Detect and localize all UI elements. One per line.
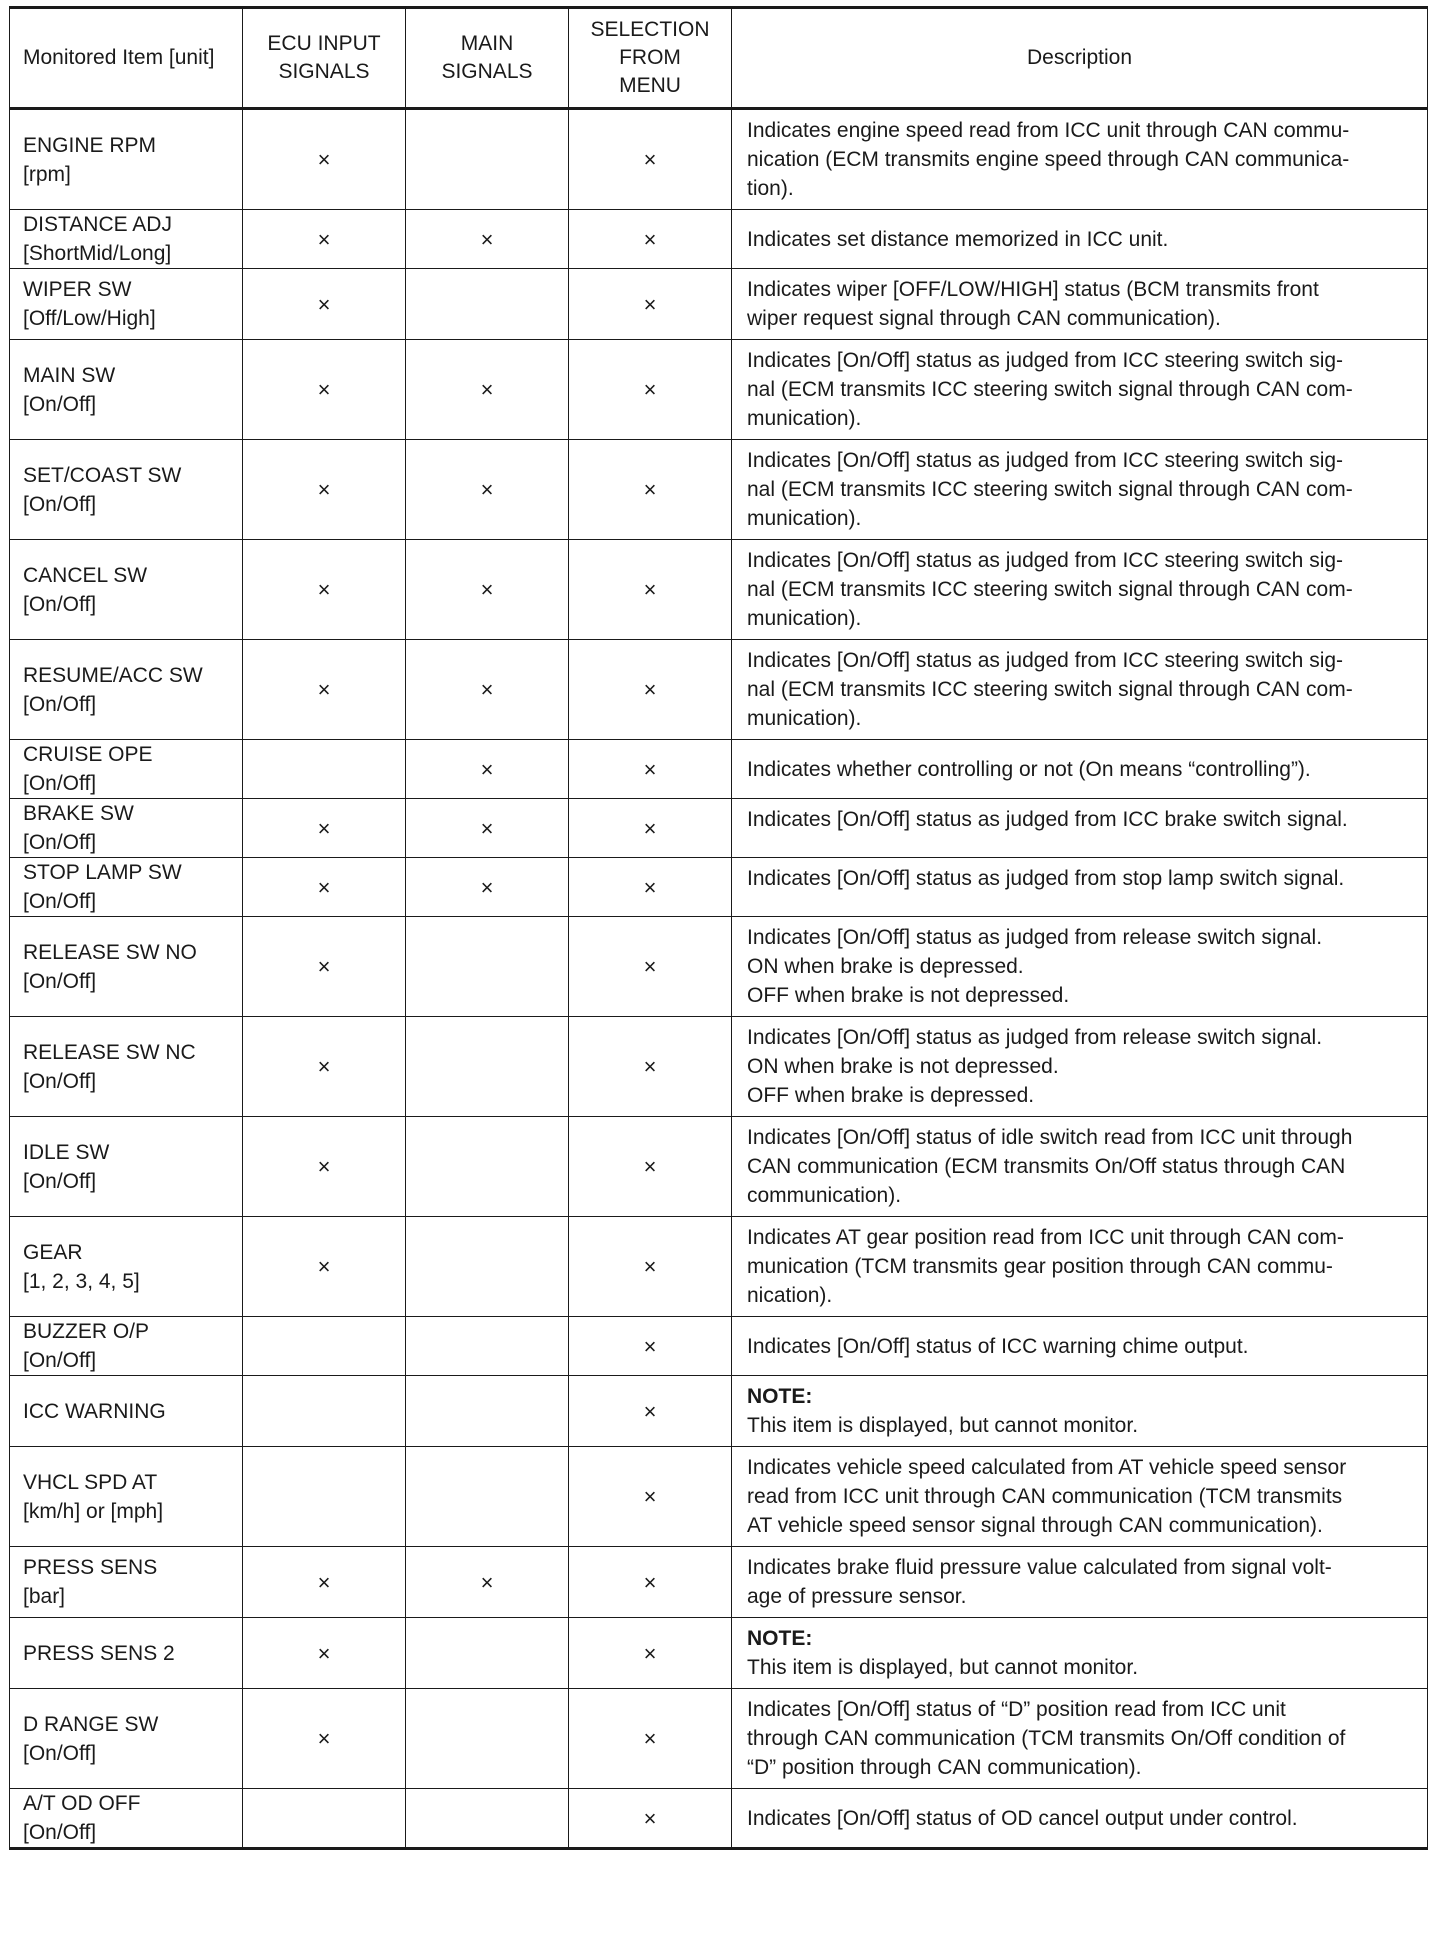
description-line: Indicates engine speed read from ICC unit through CAN commu- [747, 119, 1350, 142]
cross-mark-icon: × [643, 1569, 657, 1595]
description-cell [732, 269, 1428, 340]
description-line: munication). [747, 407, 862, 430]
item-unit: [Off/Low/High] [23, 307, 156, 330]
monitor-table-container [9, 6, 1427, 1850]
main-signals-mark-cell [406, 1017, 569, 1117]
description-line: munication). [747, 707, 862, 730]
selection-mark-cell [569, 1376, 732, 1447]
table-row [10, 799, 1428, 858]
description-cell [732, 340, 1428, 440]
description-line: Indicates wiper [OFF/LOW/HIGH] status (BCM transmits front [747, 278, 1319, 301]
item-unit: [On/Off] [23, 772, 97, 795]
item-unit: [On/Off] [23, 1169, 97, 1193]
description-line: Indicates [On/Off] status as judged from stop lamp switch signal. [747, 867, 1345, 890]
main-signals-mark-cell [406, 1217, 569, 1317]
cross-mark-icon: × [643, 1805, 657, 1831]
monitored-item-cell [10, 440, 243, 540]
header-ecu-input-signals: ECU INPUT SIGNALS [243, 8, 406, 109]
selection-mark-cell [569, 740, 732, 799]
description-line: nal (ECM transmits ICC steering switch signal through CAN com- [747, 478, 1353, 501]
item-name: STOP LAMP SW [23, 861, 182, 884]
cross-mark-icon: × [317, 954, 331, 979]
ecu-input-mark-cell [243, 640, 406, 740]
ecu-input-mark-cell [243, 1789, 406, 1849]
ecu-input-mark-cell [243, 109, 406, 210]
item-name: RELEASE SW NO [23, 940, 197, 964]
main-signals-mark-cell [406, 269, 569, 340]
description-line: Indicates [On/Off] status as judged from ICC steering switch sig- [747, 349, 1344, 372]
main-signals-mark-cell [406, 540, 569, 640]
monitored-item-cell [10, 340, 243, 440]
monitored-item-cell [10, 1689, 243, 1789]
description-cell [732, 109, 1428, 210]
description-cell [732, 1217, 1428, 1317]
cross-mark-icon: × [643, 577, 657, 602]
description-line: OFF when brake is not depressed. [747, 984, 1070, 1007]
table-row [10, 210, 1428, 269]
description-cell [732, 210, 1428, 269]
description-line: nal (ECM transmits ICC steering switch signal through CAN com- [747, 378, 1353, 401]
cross-mark-icon: × [317, 147, 331, 172]
main-signals-mark-cell [406, 109, 569, 210]
description-line: through CAN communication (TCM transmits On/Off condition of [747, 1727, 1346, 1750]
table-row [10, 1376, 1428, 1447]
description-cell [732, 1618, 1428, 1689]
header-main-signals: MAIN SIGNALS [406, 8, 569, 109]
description-line: This item is displayed, but cannot monitor. [747, 1414, 1139, 1437]
description-line: OFF when brake is depressed. [747, 1084, 1035, 1107]
cross-mark-icon: × [643, 756, 657, 782]
main-signals-mark-cell [406, 858, 569, 917]
item-name: D RANGE SW [23, 1712, 159, 1736]
cross-mark-icon: × [317, 377, 331, 402]
monitored-item-cell [10, 269, 243, 340]
main-signals-mark-cell [406, 1789, 569, 1849]
description-line: Indicates [On/Off] status as judged from ICC brake switch signal. [747, 808, 1348, 831]
selection-mark-cell [569, 269, 732, 340]
description-cell [732, 917, 1428, 1017]
selection-mark-cell [569, 1789, 732, 1849]
table-row [10, 1317, 1428, 1376]
description-line: Indicates [On/Off] status as judged from ICC steering switch sig- [747, 449, 1344, 472]
cross-mark-icon: × [480, 874, 494, 900]
description-line: Indicates set distance memorized in ICC unit. [747, 227, 1169, 251]
item-unit: [On/Off] [23, 1069, 97, 1093]
item-name: DISTANCE ADJ [23, 213, 172, 236]
cross-mark-icon: × [317, 1569, 331, 1595]
main-signals-mark-cell [406, 1689, 569, 1789]
monitored-item-cell [10, 109, 243, 210]
item-unit: [rpm] [23, 162, 71, 186]
monitored-item-cell [10, 917, 243, 1017]
main-signals-mark-cell [406, 1618, 569, 1689]
cross-mark-icon: × [643, 1054, 657, 1079]
table-row [10, 858, 1428, 917]
item-name: BRAKE SW [23, 802, 134, 825]
selection-mark-cell [569, 109, 732, 210]
item-name: RELEASE SW NC [23, 1040, 196, 1064]
description-cell [732, 740, 1428, 799]
cross-mark-icon: × [643, 291, 657, 317]
selection-mark-cell [569, 1689, 732, 1789]
table-body [10, 109, 1428, 1849]
description-cell [732, 1447, 1428, 1547]
item-unit: [1, 2, 3, 4, 5] [23, 1269, 140, 1293]
table-row [10, 1117, 1428, 1217]
table-row [10, 1217, 1428, 1317]
cross-mark-icon: × [643, 147, 657, 172]
monitored-item-cell [10, 799, 243, 858]
table-row [10, 640, 1428, 740]
item-unit: [bar] [23, 1585, 66, 1608]
description-line: Indicates [On/Off] status as judged from ICC steering switch sig- [747, 549, 1344, 572]
item-name: PRESS SENS [23, 1556, 158, 1579]
ecu-input-mark-cell [243, 210, 406, 269]
description-line: nal (ECM transmits ICC steering switch signal through CAN com- [747, 578, 1353, 601]
selection-mark-cell [569, 210, 732, 269]
table-row [10, 1017, 1428, 1117]
description-cell [732, 858, 1428, 917]
main-signals-mark-cell [406, 1317, 569, 1376]
item-unit: [km/h] or [mph] [23, 1499, 164, 1523]
cross-mark-icon: × [317, 1054, 331, 1079]
item-name: A/T OD OFF [23, 1792, 141, 1815]
description-line: Indicates [On/Off] status as judged from release switch signal. [747, 1026, 1323, 1049]
item-unit: [On/Off] [23, 392, 97, 416]
description-line: nication). [747, 1284, 833, 1307]
monitored-item-cell [10, 640, 243, 740]
description-cell [732, 1789, 1428, 1849]
cross-mark-icon: × [643, 815, 657, 841]
selection-mark-cell [569, 1547, 732, 1618]
monitored-item-cell [10, 858, 243, 917]
selection-mark-cell [569, 440, 732, 540]
monitored-item-cell [10, 1317, 243, 1376]
cross-mark-icon: × [643, 1726, 657, 1751]
description-line: Indicates [On/Off] status of OD cancel output under control. [747, 1806, 1298, 1830]
description-line: ON when brake is depressed. [747, 955, 1024, 978]
item-name: CANCEL SW [23, 563, 148, 587]
cross-mark-icon: × [643, 1398, 657, 1424]
cross-mark-icon: × [480, 377, 494, 402]
item-unit: [On/Off] [23, 890, 97, 913]
main-signals-mark-cell [406, 1376, 569, 1447]
monitored-item-cell [10, 1547, 243, 1618]
note-label: NOTE: [747, 1385, 813, 1408]
ecu-input-mark-cell [243, 1547, 406, 1618]
table-row [10, 540, 1428, 640]
main-signals-mark-cell [406, 917, 569, 1017]
monitored-item-cell [10, 540, 243, 640]
cross-mark-icon: × [480, 756, 494, 782]
item-name: VHCL SPD AT [23, 1470, 158, 1494]
description-cell [732, 440, 1428, 540]
cross-mark-icon: × [317, 1254, 331, 1279]
monitored-item-cell [10, 1217, 243, 1317]
table-row [10, 440, 1428, 540]
monitored-item-cell [10, 1017, 243, 1117]
description-line: nal (ECM transmits ICC steering switch signal through CAN com- [747, 678, 1353, 701]
selection-mark-cell [569, 640, 732, 740]
item-name: WIPER SW [23, 278, 132, 301]
cross-mark-icon: × [643, 677, 657, 702]
header-selection-from-menu: SELECTION FROM MENU [569, 8, 732, 109]
cross-mark-icon: × [480, 477, 494, 502]
item-name: MAIN SW [23, 363, 116, 387]
cross-mark-icon: × [317, 577, 331, 602]
table-row [10, 1618, 1428, 1689]
description-cell [732, 1689, 1428, 1789]
header-monitored-item: Monitored Item [unit] [10, 8, 243, 109]
cross-mark-icon: × [480, 815, 494, 841]
item-unit: [On/Off] [23, 692, 97, 716]
item-name: IDLE SW [23, 1140, 110, 1164]
description-line: wiper request signal through CAN communication). [747, 307, 1221, 330]
main-signals-mark-cell [406, 740, 569, 799]
selection-mark-cell [569, 1217, 732, 1317]
monitored-item-cell [10, 740, 243, 799]
cross-mark-icon: × [480, 1569, 494, 1595]
description-cell [732, 799, 1428, 858]
cross-mark-icon: × [317, 226, 331, 252]
ecu-input-mark-cell [243, 1618, 406, 1689]
description-line: munication (TCM transmits gear position through CAN commu- [747, 1255, 1333, 1278]
selection-mark-cell [569, 799, 732, 858]
cross-mark-icon: × [643, 226, 657, 252]
ecu-input-mark-cell [243, 858, 406, 917]
item-unit: [On/Off] [23, 1741, 97, 1765]
selection-mark-cell [569, 858, 732, 917]
cross-mark-icon: × [480, 577, 494, 602]
main-signals-mark-cell [406, 440, 569, 540]
selection-mark-cell [569, 917, 732, 1017]
item-unit: [On/Off] [23, 492, 97, 516]
cross-mark-icon: × [643, 1254, 657, 1279]
selection-mark-cell [569, 1618, 732, 1689]
data-monitor-table [9, 6, 1428, 1850]
cross-mark-icon: × [480, 226, 494, 252]
description-line: munication). [747, 507, 862, 530]
description-line: This item is displayed, but cannot monitor. [747, 1656, 1139, 1679]
table-row [10, 109, 1428, 210]
cross-mark-icon: × [643, 1640, 657, 1666]
monitored-item-cell [10, 1618, 243, 1689]
cross-mark-icon: × [317, 677, 331, 702]
ecu-input-mark-cell [243, 340, 406, 440]
item-name: ICC WARNING [23, 1399, 166, 1423]
main-signals-mark-cell [406, 210, 569, 269]
selection-mark-cell [569, 1017, 732, 1117]
description-cell [732, 1376, 1428, 1447]
cross-mark-icon: × [317, 1154, 331, 1179]
monitored-item-cell [10, 210, 243, 269]
table-header-row [10, 8, 1428, 109]
description-cell [732, 540, 1428, 640]
ecu-input-mark-cell [243, 269, 406, 340]
table-row [10, 340, 1428, 440]
cross-mark-icon: × [317, 291, 331, 317]
cross-mark-icon: × [317, 477, 331, 502]
description-line: nication (ECM transmits engine speed through CAN communica- [747, 148, 1350, 171]
ecu-input-mark-cell [243, 740, 406, 799]
description-line: ON when brake is not depressed. [747, 1055, 1059, 1078]
description-line: communication). [747, 1184, 902, 1207]
description-line: Indicates whether controlling or not (On means “controlling”). [747, 757, 1311, 781]
description-line: Indicates AT gear position read from ICC unit through CAN com- [747, 1226, 1344, 1249]
monitored-item-cell [10, 1376, 243, 1447]
description-line: “D” position through CAN communication). [747, 1756, 1142, 1779]
ecu-input-mark-cell [243, 1376, 406, 1447]
description-line: Indicates [On/Off] status of ICC warning chime output. [747, 1334, 1249, 1358]
selection-mark-cell [569, 540, 732, 640]
description-line: Indicates [On/Off] status as judged from release switch signal. [747, 926, 1323, 949]
main-signals-mark-cell [406, 340, 569, 440]
item-unit: [On/Off] [23, 831, 97, 854]
cross-mark-icon: × [643, 1154, 657, 1179]
cross-mark-icon: × [643, 377, 657, 402]
table-row [10, 1789, 1428, 1849]
ecu-input-mark-cell [243, 917, 406, 1017]
description-line: munication). [747, 607, 862, 630]
monitored-item-cell [10, 1789, 243, 1849]
item-name: SET/COAST SW [23, 463, 182, 487]
description-cell [732, 1547, 1428, 1618]
item-name: ENGINE RPM [23, 133, 157, 157]
cross-mark-icon: × [317, 1726, 331, 1751]
ecu-input-mark-cell [243, 540, 406, 640]
main-signals-mark-cell [406, 799, 569, 858]
description-line: AT vehicle speed sensor signal through CAN communication). [747, 1514, 1323, 1537]
description-line: Indicates vehicle speed calculated from AT vehicle speed sensor [747, 1456, 1347, 1479]
ecu-input-mark-cell [243, 1317, 406, 1376]
selection-mark-cell [569, 340, 732, 440]
table-row [10, 740, 1428, 799]
ecu-input-mark-cell [243, 1017, 406, 1117]
cross-mark-icon: × [480, 677, 494, 702]
item-unit: [On/Off] [23, 592, 97, 616]
table-row [10, 917, 1428, 1017]
main-signals-mark-cell [406, 640, 569, 740]
main-signals-mark-cell [406, 1547, 569, 1618]
cross-mark-icon: × [643, 1484, 657, 1509]
description-cell [732, 640, 1428, 740]
ecu-input-mark-cell [243, 1217, 406, 1317]
description-line: age of pressure sensor. [747, 1585, 967, 1608]
item-unit: [ShortMid/Long] [23, 242, 172, 265]
cross-mark-icon: × [643, 1333, 657, 1359]
item-unit: [On/Off] [23, 1821, 97, 1844]
main-signals-mark-cell [406, 1447, 569, 1547]
description-cell [732, 1317, 1428, 1376]
item-name: CRUISE OPE [23, 743, 153, 766]
selection-mark-cell [569, 1117, 732, 1217]
monitored-item-cell [10, 1447, 243, 1547]
header-description: Description [732, 8, 1428, 109]
description-cell [732, 1117, 1428, 1217]
ecu-input-mark-cell [243, 440, 406, 540]
cross-mark-icon: × [317, 815, 331, 841]
ecu-input-mark-cell [243, 1117, 406, 1217]
item-unit: [On/Off] [23, 1349, 97, 1372]
table-row [10, 1447, 1428, 1547]
cross-mark-icon: × [643, 477, 657, 502]
description-line: Indicates [On/Off] status of idle switch read from ICC unit through [747, 1126, 1353, 1149]
description-cell [732, 1017, 1428, 1117]
description-line: tion). [747, 177, 794, 200]
selection-mark-cell [569, 1447, 732, 1547]
description-line: CAN communication (ECM transmits On/Off status through CAN [747, 1155, 1346, 1178]
ecu-input-mark-cell [243, 1689, 406, 1789]
item-name: GEAR [23, 1240, 83, 1264]
description-line: read from ICC unit through CAN communication (TCM transmits [747, 1485, 1343, 1508]
selection-mark-cell [569, 1317, 732, 1376]
monitored-item-cell [10, 1117, 243, 1217]
table-row [10, 269, 1428, 340]
cross-mark-icon: × [643, 954, 657, 979]
description-line: Indicates [On/Off] status of “D” position read from ICC unit [747, 1698, 1286, 1721]
table-row [10, 1689, 1428, 1789]
description-line: Indicates brake fluid pressure value calculated from signal volt- [747, 1556, 1332, 1579]
cross-mark-icon: × [317, 1640, 331, 1666]
description-line: Indicates [On/Off] status as judged from ICC steering switch sig- [747, 649, 1344, 672]
main-signals-mark-cell [406, 1117, 569, 1217]
item-unit: [On/Off] [23, 969, 97, 993]
ecu-input-mark-cell [243, 799, 406, 858]
item-name: BUZZER O/P [23, 1320, 150, 1343]
cross-mark-icon: × [643, 874, 657, 900]
table-row [10, 1547, 1428, 1618]
item-name: PRESS SENS 2 [23, 1641, 175, 1665]
ecu-input-mark-cell [243, 1447, 406, 1547]
note-label: NOTE: [747, 1627, 813, 1650]
cross-mark-icon: × [317, 874, 331, 900]
item-name: RESUME/ACC SW [23, 663, 203, 687]
